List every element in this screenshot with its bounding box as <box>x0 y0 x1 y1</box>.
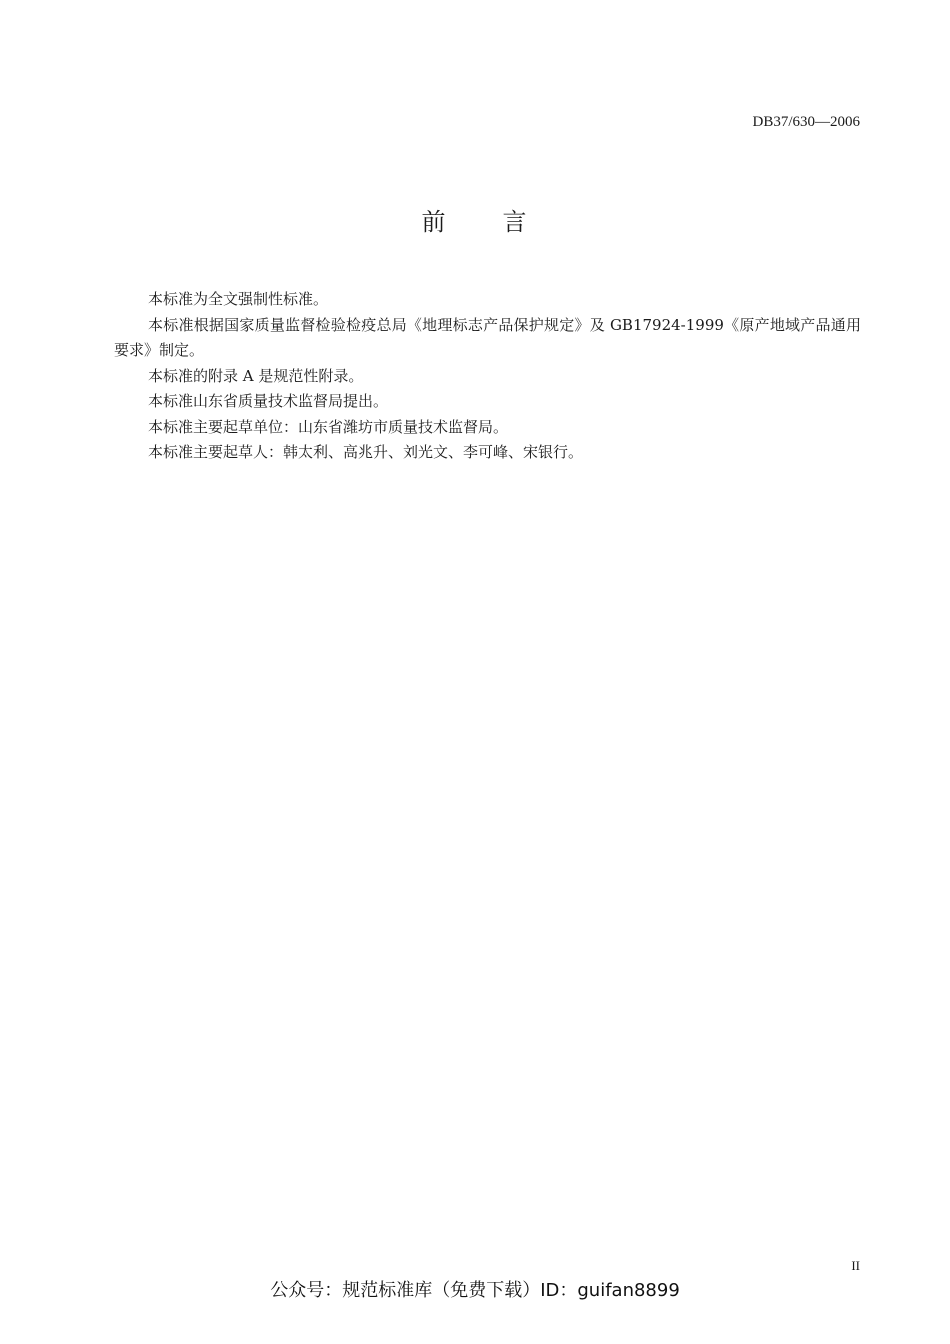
paragraph-drafters: 本标准主要起草人：韩太利、高兆升、刘光文、李可峰、宋银行。 <box>148 443 584 461</box>
title-char-2: 言 <box>502 208 529 236</box>
title-char-1: 前 <box>421 208 448 236</box>
paragraph-proposer: 本标准山东省质量技术监督局提出。 <box>148 392 389 410</box>
paragraph-mandatory: 本标准为全文强制性标准。 <box>148 290 329 308</box>
paragraph-appendix: 本标准的附录 A 是规范性附录。 <box>148 366 364 385</box>
paragraph-drafting-unit: 本标准主要起草单位：山东省潍坊市质量技术监督局。 <box>148 417 509 436</box>
page-title <box>0 202 950 237</box>
page-number: II <box>851 1258 860 1273</box>
standard-code: DB37/630—2006 <box>752 114 860 130</box>
watermark-text: 公众号：规范标准库（免费下载）ID：guifan8899 <box>270 1280 680 1301</box>
foreword-body <box>114 287 861 466</box>
paragraph-basis: 本标准根据国家质量监督检验检疫总局《地理标志产品保护规定》及 GB17924-1999《原产地域产品通用要求》制定。 <box>114 315 861 359</box>
